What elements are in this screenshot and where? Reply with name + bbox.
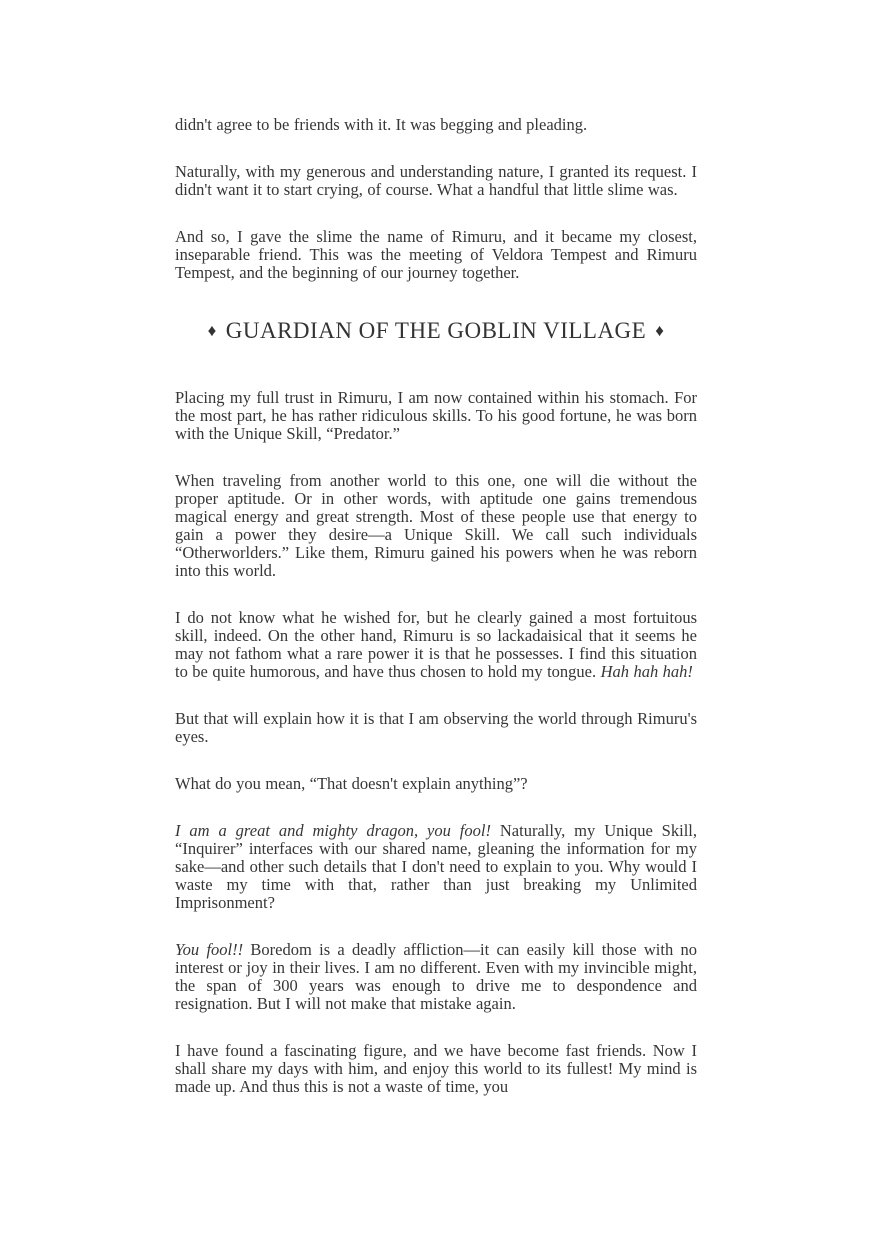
paragraph-text: didn't agree to be friends with it. It was begging and pleading. [175,115,588,134]
section-heading-title: GUARDIAN OF THE GOBLIN VILLAGE [225,318,647,343]
paragraph [175,1042,697,1096]
section-heading [175,316,697,346]
paragraph-text: Boredom is a deadly affliction—it can easily kill those with no interest or joy in their lives. I am no different. Even with my invincible might, the span of 300 years was enough to drive me to despondence and resignation. But I will not make that mistake again. [175,940,697,1013]
paragraph [175,609,697,681]
paragraph-text: When traveling from another world to this one, one will die without the proper aptitude. Or in other words, with aptitude one gains tremendous magical energy and great strength. Most of these people use that energy to gain a power they desire—a Unique Skill. We call such individuals “Otherworlders.” Like them, Rimuru gained his powers when he was reborn into this world. [175,471,697,580]
paragraph-text: And so, I gave the slime the name of Rimuru, and it became my closest, inseparable friend. This was the meeting of Veldora Tempest and Rimuru Tempest, and the beginning of our journey together. [175,227,697,282]
paragraph-text: Placing my full trust in Rimuru, I am now contained within his stomach. For the most part, he has rather ridiculous skills. To his good fortune, he was born with the Unique Skill, “Predator.” [175,388,697,443]
paragraph [175,941,697,1013]
diamond-left-icon: ♦ [207,321,217,340]
paragraph-text: What do you mean, “That doesn't explain anything”? [175,774,528,793]
paragraph-text: I do not know what he wished for, but he clearly gained a most fortuitous skill, indeed. On the other hand, Rimuru is so lackadaisical that it seems he may not fathom what a rare power it is that he possesses. I find this situation to be quite humorous, and have thus chosen to hold my tongue. [175,608,697,681]
paragraph-text: I have found a fascinating figure, and we have become fast friends. Now I shall share my days with him, and enjoy this world to its fullest! My mind is made up. And thus this is not a waste of time, you [175,1041,697,1096]
paragraph [175,775,697,793]
paragraph [175,389,697,443]
paragraph [175,228,697,282]
paragraph-text-italic: You fool!! [175,940,244,959]
diamond-right-icon: ♦ [655,321,665,340]
paragraph-text-italic: I am a great and mighty dragon, you fool! [175,821,491,840]
paragraph-text: But that will explain how it is that I am observing the world through Rimuru's eyes. [175,709,697,746]
paragraph [175,710,697,746]
paragraph-text: Naturally, with my generous and understanding nature, I granted its request. I didn't want it to start crying, of course. What a handful that little slime was. [175,162,697,199]
paragraph-text-italic: Hah hah hah! [600,662,693,681]
page-content [175,116,697,1096]
paragraph [175,163,697,199]
paragraphs-before-heading [175,116,697,282]
paragraph [175,116,697,134]
paragraph [175,472,697,580]
paragraphs-after-heading [175,389,697,1096]
paragraph-text: Naturally, my Unique Skill, “Inquirer” interfaces with our shared name, gleaning the information for my sake—and other such details that I don't need to explain to you. Why would I waste my time with that, rather than just breaking my Unlimited Imprisonment? [175,821,697,912]
paragraph [175,822,697,912]
